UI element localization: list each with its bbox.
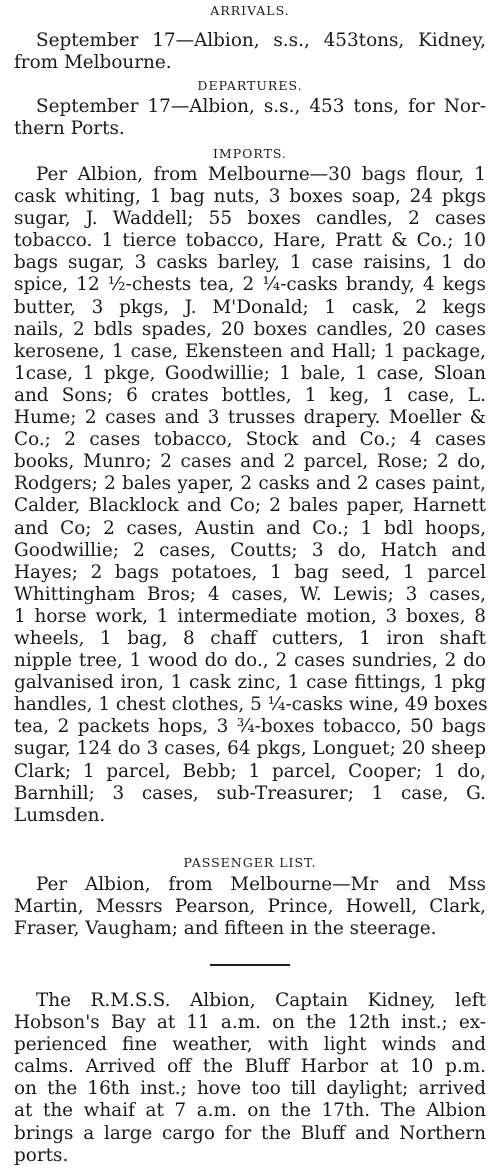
report-line: Hobson's Bay at 11 a.m. on the 12th inst.; ex- bbox=[14, 1012, 486, 1034]
report-line: on the 16th inst.; hove too till daylight; arrived bbox=[14, 1078, 486, 1100]
imports-line: nails, 2 bdls spades, 20 boxes candles, 20 cases bbox=[14, 318, 486, 340]
imports-line: cask whiting, 1 bag nuts, 3 boxes soap, 24 pkgs bbox=[14, 186, 486, 208]
imports-line: butter, 3 pkgs, J. M'Donald; 1 cask, 2 kegs bbox=[14, 296, 486, 318]
passenger-list-text bbox=[14, 874, 486, 940]
arrivals-line: from Melbourne. bbox=[14, 52, 172, 74]
report-line: brings a large cargo for the Bluff and Northern bbox=[14, 1122, 486, 1144]
imports-line: spice, 12 ½-chests tea, 2 ¼-casks brandy, 4 kegs bbox=[14, 274, 486, 296]
imports-line: sugar, J. Waddell; 55 boxes candles, 2 cases bbox=[14, 208, 486, 230]
imports-line: Hume; 2 cases and 3 trusses drapery. Moeller & bbox=[14, 407, 486, 429]
imports-line: Rodgers; 2 bales yaper, 2 casks and 2 cases paint, bbox=[14, 473, 486, 495]
arrivals-text bbox=[14, 30, 486, 74]
arrivals-line: September 17—Albion, s.s., 453tons, Kidney, bbox=[36, 30, 486, 51]
section-divider bbox=[210, 964, 290, 966]
report-line: perienced fine weather, with light winds and bbox=[14, 1034, 486, 1056]
imports-line: kerosene, 1 case, Ekensteen and Hall; 1 package, bbox=[14, 340, 486, 362]
departures-line: September 17—Albion, s.s., 453 tons, for Nor- bbox=[36, 96, 486, 117]
imports-line: bags sugar, 3 casks barley, 1 case raisins, 1 do bbox=[14, 252, 486, 274]
imports-line: and Sons; 6 crates bottles, 1 keg, 1 case, L. bbox=[14, 384, 486, 406]
imports-line: 1case, 1 pkge, Goodwillie; 1 bale, 1 case, Sloan bbox=[14, 362, 486, 384]
arrivals-heading: ARRIVALS. bbox=[210, 3, 290, 18]
imports-line: wheels, 1 bag, 8 chaff cutters, 1 iron shaft bbox=[14, 627, 486, 649]
imports-line: Lumsden. bbox=[14, 804, 106, 826]
imports-line: and Co; 2 cases, Austin and Co.; 1 bdl hoops, bbox=[14, 517, 486, 539]
imports-line: books, Munro; 2 cases and 2 parcel, Rose; 2 do, bbox=[14, 451, 486, 473]
imports-line: Goodwillie; 2 cases, Coutts; 3 do, Hatch and bbox=[14, 539, 486, 561]
imports-line: Calder, Blacklock and Co; 2 bales paper, Harnett bbox=[14, 495, 486, 517]
report-line: The R.M.S.S. Albion, Captain Kidney, left bbox=[36, 990, 486, 1011]
imports-line: Whittingham Bros; 4 cases, W. Lewis; 3 cases, bbox=[14, 583, 486, 605]
departures-text bbox=[14, 96, 486, 140]
imports-line: tea, 2 packets hops, 3 ¾-boxes tobacco, 50 bags bbox=[14, 716, 486, 738]
imports-line: Barnhill; 3 cases, sub-Treasurer; 1 case, G. bbox=[14, 782, 486, 804]
report-text bbox=[14, 990, 486, 1167]
imports-line: sugar, 124 do 3 cases, 64 pkgs, Longuet; 20 sheep bbox=[14, 738, 486, 760]
imports-line: tobacco. 1 tierce tobacco, Hare, Pratt & Co.; 10 bbox=[14, 230, 486, 252]
departures-heading: DEPARTURES. bbox=[197, 78, 303, 93]
passenger-list-heading: PASSENGER LIST. bbox=[183, 855, 317, 870]
imports-line: handles, 1 chest clothes, 5 ¼-casks wine, 49 boxes bbox=[14, 694, 488, 716]
imports-line: Clark; 1 parcel, Bebb; 1 parcel, Cooper; 1 do, bbox=[14, 760, 486, 782]
report-line: at the whaif at 7 a.m. on the 17th. The Albion bbox=[14, 1100, 486, 1122]
imports-line: Per Albion, from Melbourne—30 bags flour, 1 bbox=[36, 164, 486, 185]
departures-line: thern Ports. bbox=[14, 118, 125, 140]
passenger-line: Per Albion, from Melbourne—Mr and Mss bbox=[36, 874, 486, 895]
imports-line: galvanised iron, 1 cask zinc, 1 case fittings, 1 pkg bbox=[14, 672, 486, 694]
imports-line: Co.; 2 cases tobacco, Stock and Co.; 4 cases bbox=[14, 429, 486, 451]
imports-text bbox=[14, 164, 486, 827]
imports-heading: IMPORTS. bbox=[212, 146, 287, 161]
imports-line: nipple tree, 1 wood do do., 2 cases sundries, 2 do bbox=[14, 650, 486, 672]
report-line: calms. Arrived off the Bluff Harbor at 10 p.m. bbox=[14, 1056, 486, 1078]
passenger-line: Martin, Messrs Pearson, Prince, Howell, Clark, bbox=[14, 896, 486, 918]
imports-line: Hayes; 2 bags potatoes, 1 bag seed, 1 parcel bbox=[14, 561, 486, 583]
imports-line: 1 horse work, 1 intermediate motion, 3 boxes, 8 bbox=[14, 605, 486, 627]
report-line: ports. bbox=[14, 1144, 69, 1166]
passenger-line: Fraser, Vaugham; and fifteen in the steerage. bbox=[14, 918, 437, 940]
